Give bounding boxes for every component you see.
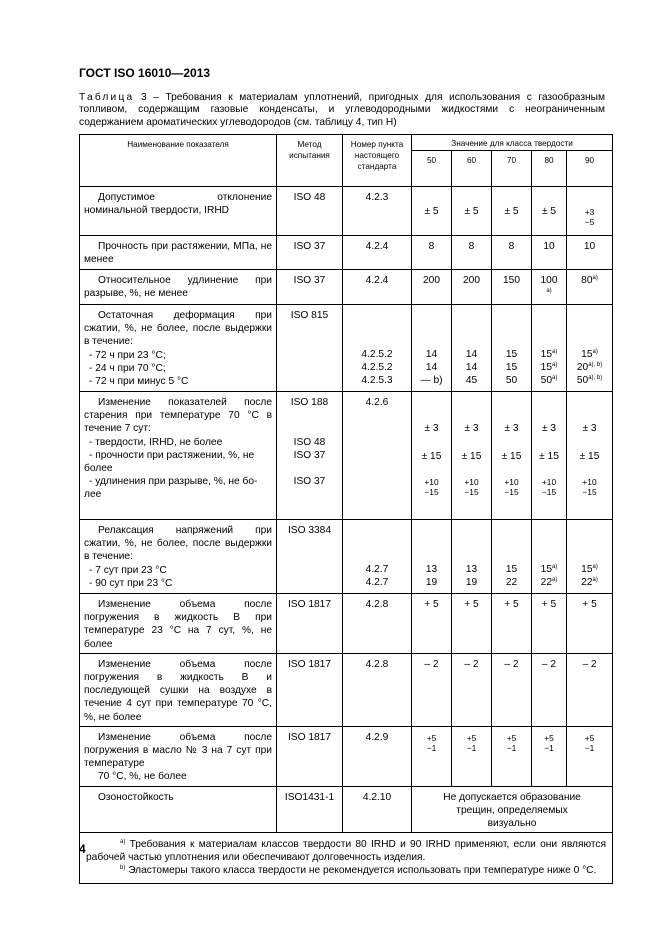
row-clause: 4.2.3 — [343, 187, 412, 236]
header-class-90: 90 — [567, 151, 613, 187]
cell-90: +5 −1 — [567, 726, 613, 786]
table-row — [80, 786, 613, 833]
cell-70: 15 15 50 — [492, 305, 532, 392]
row-name: Изменение показателей после старения при температуре 70 °С в течение 7 сут: — [84, 397, 272, 435]
cell-70: 150 — [492, 270, 532, 305]
row-clause: 4.2.10 — [343, 786, 412, 833]
row-method: ISO 188 ISO 48 ISO 37 ISO 37 — [277, 392, 343, 520]
cell-80: $15^{а)}$ $15^{а)}$ $50^{а)}$ — [532, 305, 567, 392]
row-method: ISO 1817 — [277, 653, 343, 726]
cell-70: +5 −1 — [492, 726, 532, 786]
cell-80: +5 −1 — [532, 726, 567, 786]
row-subitem: - 24 ч при 70 °С; — [89, 362, 166, 374]
cell-50: +5 −1 — [412, 726, 452, 786]
cell-60: ± 3 ± 15 +10 −15 — [452, 392, 492, 520]
row-clause: 4.2.8 — [343, 653, 412, 726]
row-method: ISO 48 — [277, 187, 343, 236]
cell-90: – 2 — [567, 653, 613, 726]
cell-80: ± 5 — [532, 187, 567, 236]
header-name: Наименование показателя — [80, 135, 277, 187]
row-subitem: - удлинения при разрыве, %, не бо- — [89, 476, 258, 488]
notes-row — [80, 833, 613, 884]
row-name: Прочность при растяжении, МПа, не менее — [84, 241, 272, 266]
cell-60: 14 14 45 — [452, 305, 492, 392]
footnote-mark: а) — [546, 288, 552, 295]
ozone-value: Не допускается образование трещин, определяемых визуально — [412, 786, 613, 833]
row-method: ISO 815 — [277, 305, 343, 392]
row-subitem: - 72 ч при 23 °С; — [89, 349, 166, 361]
row-clause: 4.2.6 — [343, 392, 412, 520]
row-subitem: - твердости, IRHD, не более — [89, 436, 223, 448]
row-subitem: - 72 ч при минус 5 °С — [89, 376, 189, 388]
row-name: Релаксация напряжений при сжатии, %, не более, после выдержки в течение: — [84, 525, 272, 563]
caption-text: 3 – Требования к материалам уплотнений, пригодных для использования с газообразным топливом, содержащим газовые конденсаты, и углеводородными жидкостями с неограниченным содержанием ароматических углеводородов (см. таблицу 4, тип Н) — [79, 92, 605, 128]
cell-60: 200 — [452, 270, 492, 305]
cell-70: + 5 — [492, 594, 532, 654]
table-row — [80, 236, 613, 270]
cell-90: + 5 — [567, 594, 613, 654]
cell-50: 8 — [412, 236, 452, 270]
row-method: ISO 3384 — [277, 520, 343, 594]
cell-60: – 2 — [452, 653, 492, 726]
row-clause: 4.2.8 — [343, 594, 412, 654]
cell-50: + 5 — [412, 594, 452, 654]
cell-90: $80^{а)}$ — [567, 270, 613, 305]
row-subitem: - 90 сут при 23 °С — [89, 577, 173, 589]
cell-50: ± 5 — [412, 187, 452, 236]
header-class-60: 60 — [452, 151, 492, 187]
row-method: ISO1431-1 — [277, 786, 343, 833]
caption-lead: Таблица — [79, 92, 135, 103]
row-method: ISO 37 — [277, 236, 343, 270]
row-subitem: - прочности при растяжении, %, не — [89, 449, 255, 461]
table-row — [80, 270, 613, 305]
cell-50: 13 19 — [412, 520, 452, 594]
cell-70: ± 5 — [492, 187, 532, 236]
table-notes — [80, 833, 613, 884]
row-name: Изменение объема после погружения в жидкость В и последующей сушки на воздухе в течение 4 сут при температуре 70 °С, %, не более — [84, 658, 272, 723]
cell-90: 10 — [567, 236, 613, 270]
cell-80: + 5 — [532, 594, 567, 654]
row-method: ISO 1817 — [277, 594, 343, 654]
cell-80: 100 а) — [532, 270, 567, 305]
cell-90: ± 3 ± 15 +10 −15 — [567, 392, 613, 520]
row-name: Остаточная деформация при сжатии, %, не более, после выдержки в течение: — [84, 310, 272, 348]
footnote-b: $^{b)}$ Эластомеры такого класса твердости не рекомендуется использовать при температуре ниже 0 °С. — [120, 864, 597, 876]
header-clause: Номер пункта настоящего стандарта — [343, 135, 412, 187]
row-name-cont: 70 °С, %, не более — [98, 771, 187, 783]
table-row — [80, 594, 613, 654]
cell-50: ± 3 ± 15 +10 −15 — [412, 392, 452, 520]
row-name: Изменение объема после погружения в жидкость В при температуре 23 °С на 7 сут, %, не более — [84, 599, 272, 650]
cell-60: 13 19 — [452, 520, 492, 594]
footnote-a: $^{а)}$ Требования к материалам классов твердости 80 IRHD и 90 IRHD применяют, если они являются рабочей частью уплотнения или обеспечивают долговечность изделия. — [86, 839, 607, 864]
row-name: Относительное удлинение при разрыве, %, не менее — [84, 275, 272, 300]
cell-90: +3 −5 — [567, 187, 613, 236]
header-class-70: 70 — [492, 151, 532, 187]
row-clause: 4.2.4 — [343, 270, 412, 305]
cell-90: $15^{а)}$ $20^{а), b)}$ $50^{а), b)}$ — [567, 305, 613, 392]
cell-50: 200 — [412, 270, 452, 305]
cell-90: $15^{а)}$ $22^{а)}$ — [567, 520, 613, 594]
row-method: ISO 37 — [277, 270, 343, 305]
row-name: Озоностойкость — [98, 791, 174, 803]
row-clause: 4.2.7 4.2.7 — [343, 520, 412, 594]
table-row: Изменение показателей после старения при температуре 70 °С в течение 7 сут: - твердости, IRHD, не более - прочности при растяжении, %, не более - удлинения при разрыве, %, не бо- лее ISO 188 ISO 48 ISO 37 ISO 37 4.2.6 ± 3 ± 15 +10 −15 ± 3 ± 15 +10 −15 ± 3 ± 15 +10 −15 ± 3 ± 15 +10 −15 ± 3 ± 15 +10 −15 — [80, 392, 613, 520]
cell-70: ± 3 ± 15 +10 −15 — [492, 392, 532, 520]
header-method: Метод испытания — [277, 135, 343, 187]
row-subitem: - 7 сут при 23 °С — [89, 564, 167, 576]
footnote-mark: а) — [592, 275, 598, 281]
page-number: 4 — [79, 842, 86, 856]
cell-60: +5 −1 — [452, 726, 492, 786]
cell-80: 10 — [532, 236, 567, 270]
row-name: Изменение объема после погружения в масло № 3 на 7 сут при температуре — [84, 731, 272, 770]
cell-70: – 2 — [492, 653, 532, 726]
row-method: ISO 1817 — [277, 726, 343, 786]
cell-60: 8 — [452, 236, 492, 270]
row-clause: 4.2.4 — [343, 236, 412, 270]
cell-80: ± 3 ± 15 +10 −15 — [532, 392, 567, 520]
cell-70: 8 — [492, 236, 532, 270]
table-row — [80, 726, 613, 786]
document-header: ГОСТ ISO 16010—2013 — [79, 66, 211, 80]
cell-60: ± 5 — [452, 187, 492, 236]
table-row — [80, 305, 613, 392]
row-clause: 4.2.5.2 4.2.5.2 4.2.5.3 — [343, 305, 412, 392]
cell-70: 15 22 — [492, 520, 532, 594]
header-class-80: 80 — [532, 151, 567, 187]
table-row — [80, 653, 613, 726]
cell-50: – 2 — [412, 653, 452, 726]
row-clause: 4.2.9 — [343, 726, 412, 786]
cell-60: + 5 — [452, 594, 492, 654]
header-row — [80, 135, 613, 151]
table-row — [80, 520, 613, 594]
header-value: Значение для класса твердости — [412, 135, 613, 151]
requirements-table — [79, 134, 613, 884]
row-name: Допустимое отклонение номинальной твердости, IRHD — [84, 192, 272, 217]
header-class-50: 50 — [412, 151, 452, 187]
cell-80: $15^{а)}$ $22^{а)}$ — [532, 520, 567, 594]
table-row — [80, 187, 613, 236]
cell-50: 14 14 — b) — [412, 305, 452, 392]
table-caption — [79, 92, 605, 129]
cell-80: – 2 — [532, 653, 567, 726]
